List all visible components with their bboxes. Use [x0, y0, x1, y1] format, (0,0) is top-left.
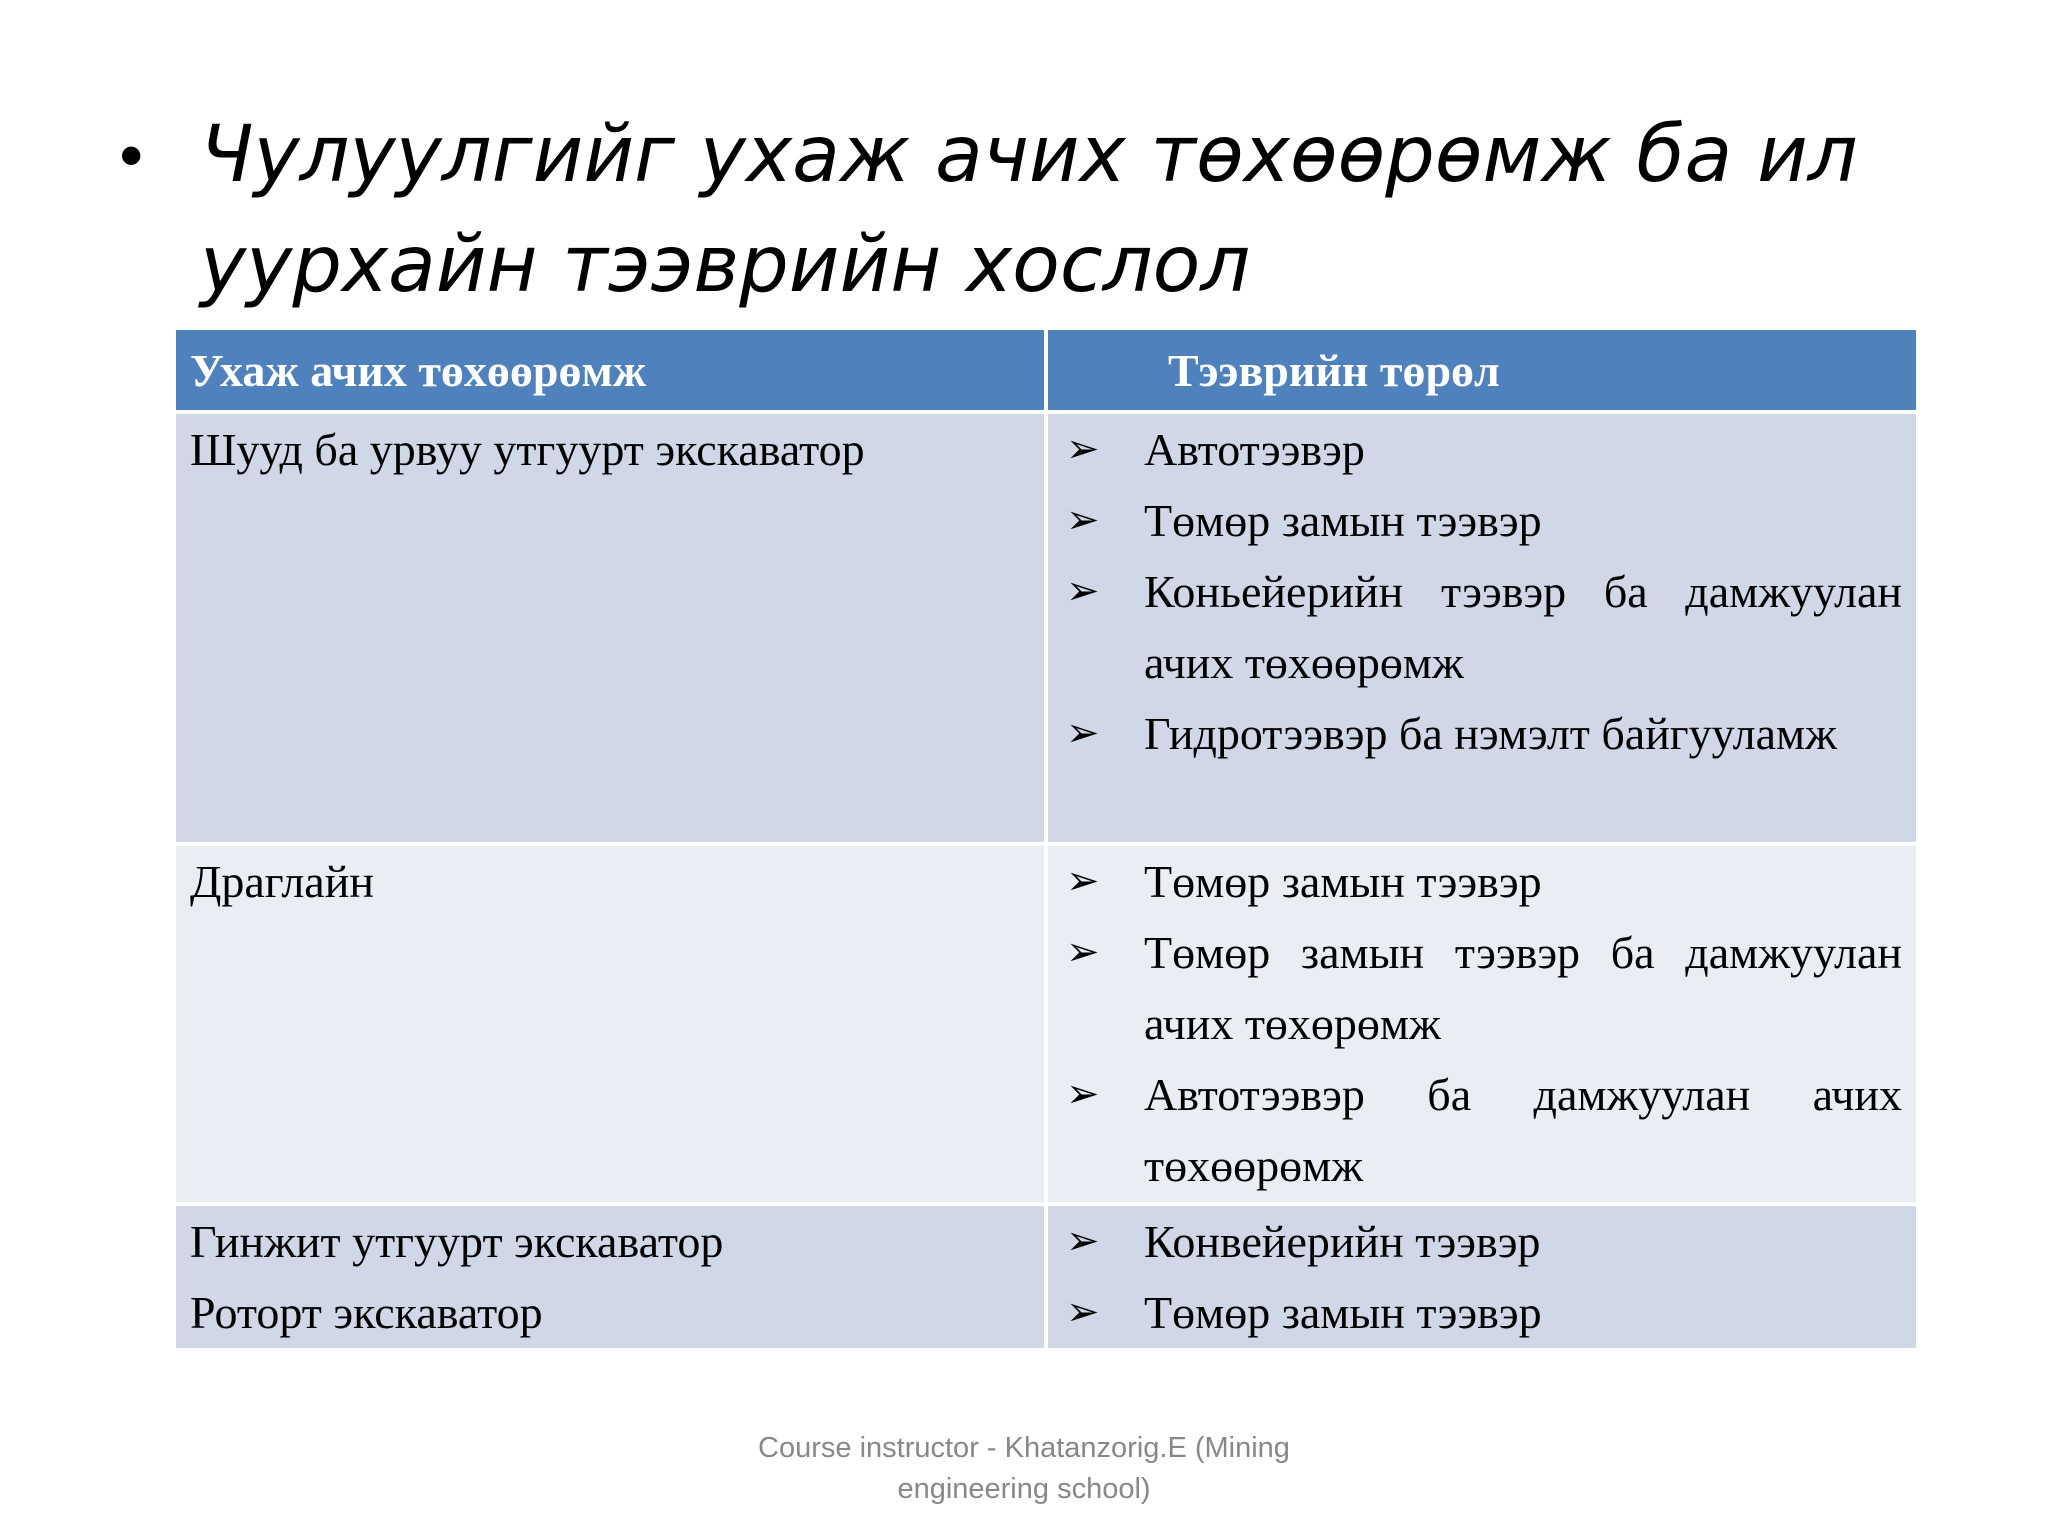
- transport-list: [1062, 1206, 1902, 1348]
- equipment-name: Драглайн: [190, 856, 374, 907]
- arrow-bullet-icon: ➢: [1066, 1218, 1100, 1264]
- arrow-bullet-icon: ➢: [1066, 710, 1100, 756]
- arrow-bullet-icon: ➢: [1066, 1289, 1100, 1335]
- transport-list: [1062, 414, 1902, 769]
- list-item: ➢ Конвейерийн тээвэр: [1062, 1206, 1902, 1277]
- table-header-row: [174, 328, 1918, 412]
- equipment-name: Роторт экскаватор: [190, 1287, 543, 1338]
- title-bullet: •: [120, 119, 143, 191]
- equipment-name: Гинжит утгуурт экскаватор: [190, 1216, 724, 1267]
- arrow-bullet-icon: ➢: [1066, 426, 1100, 472]
- table-row: [174, 412, 1918, 844]
- header-transport-type: Тээврийн төрөл: [1046, 328, 1918, 412]
- list-item: ➢ Гидротээвэр ба нэмэлт байгууламж: [1062, 698, 1902, 769]
- equipment-cell: [174, 1204, 1046, 1350]
- footer-line-1: Course instructor - Khatanzorig.E (Mining: [758, 1432, 1290, 1464]
- list-item: ➢ Коньейерийн тээвэр ба дамжуулан ачих төхөөрөмж: [1062, 556, 1902, 698]
- transport-cell: [1046, 1204, 1918, 1350]
- header-equipment: Ухаж ачих төхөөрөмж: [174, 328, 1046, 412]
- table-row: [174, 1204, 1918, 1350]
- list-item: ➢ Төмөр замын тээвэр ба дамжуулан ачих төхөрөмж: [1062, 917, 1902, 1059]
- list-item: ➢ Автотээвэр: [1062, 414, 1902, 485]
- arrow-bullet-icon: ➢: [1066, 568, 1100, 614]
- arrow-bullet-icon: ➢: [1066, 497, 1100, 543]
- arrow-bullet-icon: ➢: [1066, 1071, 1100, 1117]
- arrow-bullet-icon: ➢: [1066, 929, 1100, 975]
- equipment-name: Шууд ба урвуу утгуурт экскаватор: [190, 424, 865, 475]
- title-text: Чулуулгийг ухаж ачих төхөөрөмж ба ил уурхайн тээврийн хослол: [200, 110, 1858, 310]
- list-item: ➢ Төмөр замын тээвэр: [1062, 1277, 1902, 1348]
- footer-line-2: engineering school): [897, 1473, 1151, 1505]
- transport-cell: [1046, 844, 1918, 1204]
- transport-cell: [1046, 412, 1918, 844]
- table-row: [174, 844, 1918, 1204]
- equipment-cell: [174, 412, 1046, 844]
- transport-table: [172, 326, 1920, 1352]
- list-item: ➢ Автотээвэр ба дамжуулан ачих төхөөрөмж: [1062, 1059, 1902, 1201]
- list-item: ➢ Төмөр замын тээвэр: [1062, 846, 1902, 917]
- transport-list: [1062, 846, 1902, 1201]
- arrow-bullet-icon: ➢: [1066, 858, 1100, 904]
- list-item: ➢ Төмөр замын тээвэр: [1062, 485, 1902, 556]
- footer-credit: [624, 1428, 1424, 1510]
- slide-title: [120, 100, 1920, 320]
- equipment-cell: [174, 844, 1046, 1204]
